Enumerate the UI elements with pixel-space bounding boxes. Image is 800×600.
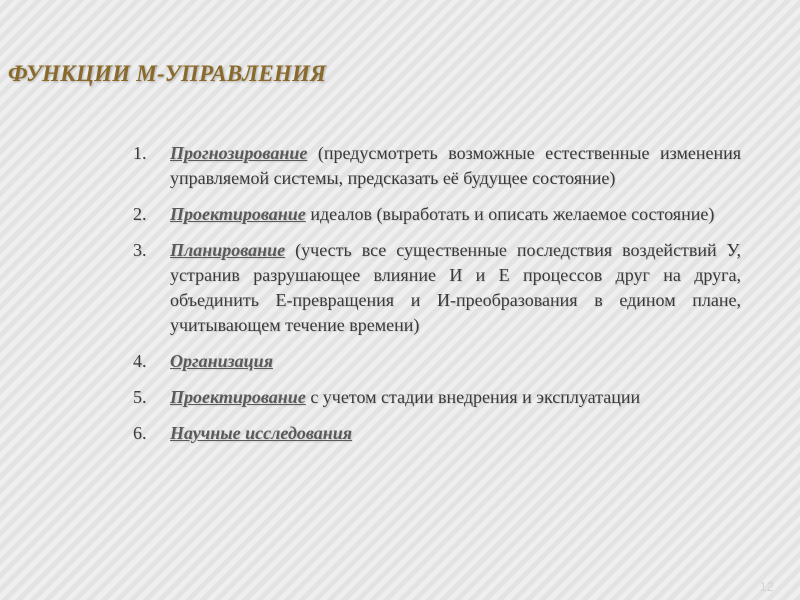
list-item xyxy=(133,349,741,374)
item-term: Проектирование xyxy=(170,204,306,224)
item-term: Прогнозирование xyxy=(170,143,308,163)
item-text: (предусмотреть возможные естественные изменения управляемой системы, предсказать её будущее состояние) xyxy=(170,143,741,188)
slide-title: ФУНКЦИИ М-УПРАВЛЕНИЯ xyxy=(8,61,327,86)
item-number: 2. xyxy=(133,204,147,224)
item-text: (учесть все существенные последствия воздействий У, устранив разрушающее влияние И и Е процессов друг на друга, объединить Е-превращения и И-преобразования в едином плане, учитывающем течение времени) xyxy=(170,240,741,335)
item-number: 5. xyxy=(133,387,147,407)
item-text: с учетом стадии внедрения и эксплуатации xyxy=(305,387,641,407)
item-term: Планирование xyxy=(170,240,286,260)
list-item xyxy=(133,238,741,338)
list-item xyxy=(133,202,741,227)
item-text: идеалов (выработать и описать желаемое состояние) xyxy=(305,204,715,224)
item-number: 1. xyxy=(133,143,147,163)
list-item xyxy=(133,141,741,191)
item-number: 3. xyxy=(133,240,147,260)
list-item xyxy=(133,385,741,410)
functions-list xyxy=(133,141,741,446)
item-number: 6. xyxy=(133,423,147,443)
item-term: Проектирование xyxy=(170,387,306,407)
page-number: 12 xyxy=(759,579,774,594)
item-term: Организация xyxy=(170,351,273,371)
list-item xyxy=(133,421,741,446)
item-term: Научные исследования xyxy=(170,423,353,443)
item-number: 4. xyxy=(133,351,147,371)
